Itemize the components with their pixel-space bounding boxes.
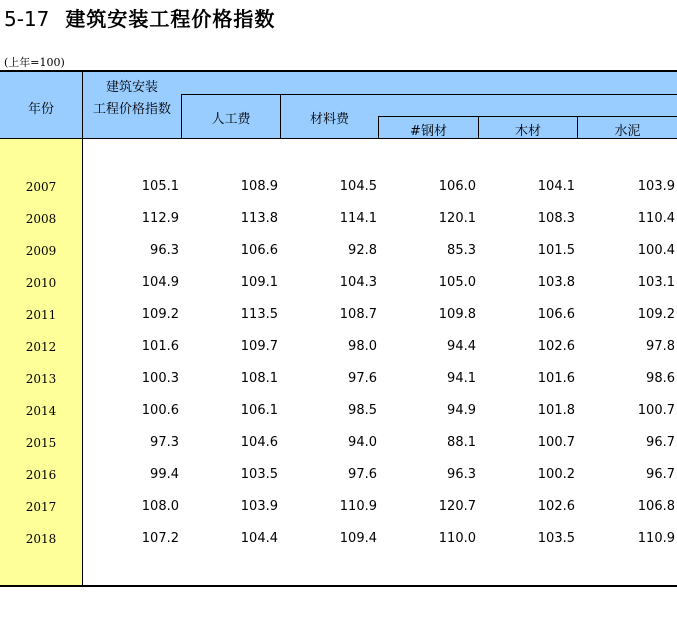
value-cell: 96.7	[646, 467, 675, 482]
value-cell: 106.6	[240, 243, 278, 258]
value-cell: 103.1	[637, 275, 675, 290]
value-cell: 110.0	[438, 531, 476, 546]
value-cell: 101.6	[537, 371, 575, 386]
value-cell: 100.7	[537, 435, 575, 450]
header-cement: 水泥	[614, 124, 641, 139]
value-cell: 109.4	[339, 531, 377, 546]
value-cell: 98.5	[348, 403, 377, 418]
value-cell: 100.2	[537, 467, 575, 482]
header-divider	[181, 94, 677, 95]
value-cell: 99.4	[150, 467, 179, 482]
value-cell: 108.3	[537, 211, 575, 226]
value-cell: 101.5	[537, 243, 575, 258]
value-cell: 96.3	[447, 467, 476, 482]
table-number: 5-17	[4, 7, 50, 31]
year-cell: 2015	[25, 436, 57, 450]
value-cell: 104.3	[339, 275, 377, 290]
value-cell: 97.6	[348, 467, 377, 482]
year-cell: 2018	[25, 532, 57, 546]
value-cell: 106.8	[637, 499, 675, 514]
value-cell: 103.8	[537, 275, 575, 290]
value-cell: 104.4	[240, 531, 278, 546]
year-cell: 2011	[25, 308, 57, 322]
table-title	[4, 4, 275, 34]
value-cell: 96.3	[150, 243, 179, 258]
header-labor-cost: 人工费	[211, 112, 251, 127]
value-cell: 98.6	[646, 371, 675, 386]
value-cell: 92.8	[348, 243, 377, 258]
value-cell: 106.1	[240, 403, 278, 418]
header-price-index-line1: 建筑安装	[105, 80, 158, 95]
year-cell: 2016	[25, 468, 57, 482]
value-cell: 98.0	[348, 339, 377, 354]
value-cell: 109.1	[240, 275, 278, 290]
value-cell: 104.9	[141, 275, 179, 290]
value-cell: 94.0	[348, 435, 377, 450]
table-bottom-rule	[0, 585, 677, 587]
value-cell: 120.1	[438, 211, 476, 226]
year-cell: 2012	[25, 340, 57, 354]
value-cell: 97.8	[646, 339, 675, 354]
value-cell: 105.1	[141, 179, 179, 194]
value-cell: 100.4	[637, 243, 675, 258]
header-steel: #钢材	[410, 124, 447, 139]
value-cell: 104.6	[240, 435, 278, 450]
value-cell: 113.8	[240, 211, 278, 226]
value-cell: 100.6	[141, 403, 179, 418]
year-cell: 2013	[25, 372, 57, 386]
table-title-text: 建筑安装工程价格指数	[65, 7, 276, 31]
value-cell: 112.9	[141, 211, 179, 226]
header-price-index-line2: 工程价格指数	[92, 102, 171, 117]
value-cell: 103.9	[240, 499, 278, 514]
header-wood: 木材	[514, 124, 541, 139]
value-cell: 108.1	[240, 371, 278, 386]
value-cell: 110.9	[339, 499, 377, 514]
value-cell: 106.0	[438, 179, 476, 194]
header-material-cost: 材料费	[309, 112, 349, 127]
header-divider	[378, 116, 677, 117]
value-cell: 97.3	[150, 435, 179, 450]
value-cell: 110.9	[637, 531, 675, 546]
value-cell: 103.5	[240, 467, 278, 482]
value-cell: 96.7	[646, 435, 675, 450]
value-cell: 103.9	[637, 179, 675, 194]
value-cell: 108.9	[240, 179, 278, 194]
value-cell: 103.5	[537, 531, 575, 546]
value-cell: 109.2	[637, 307, 675, 322]
value-cell: 113.5	[240, 307, 278, 322]
value-cell: 85.3	[447, 243, 476, 258]
year-cell: 2008	[25, 212, 57, 226]
year-cell: 2007	[25, 180, 57, 194]
year-cell: 2009	[25, 244, 57, 258]
value-cell: 105.0	[438, 275, 476, 290]
value-cell: 106.6	[537, 307, 575, 322]
value-cell: 114.1	[339, 211, 377, 226]
value-cell: 120.7	[438, 499, 476, 514]
value-cell: 102.6	[537, 499, 575, 514]
value-cell: 94.4	[447, 339, 476, 354]
value-cell: 104.1	[537, 179, 575, 194]
value-cell: 100.3	[141, 371, 179, 386]
value-cell: 108.7	[339, 307, 377, 322]
year-column-divider	[82, 71, 83, 586]
value-cell: 104.5	[339, 179, 377, 194]
value-cell: 88.1	[447, 435, 476, 450]
value-cell: 109.7	[240, 339, 278, 354]
value-cell: 94.1	[447, 371, 476, 386]
unit-note: (上年=100)	[4, 56, 65, 69]
value-cell: 107.2	[141, 531, 179, 546]
value-cell: 101.6	[141, 339, 179, 354]
value-cell: 101.8	[537, 403, 575, 418]
value-cell: 100.7	[637, 403, 675, 418]
header-year: 年份	[27, 102, 54, 117]
header-top-rule	[0, 70, 677, 72]
year-cell: 2017	[25, 500, 57, 514]
value-cell: 109.8	[438, 307, 476, 322]
value-cell: 110.4	[637, 211, 675, 226]
value-cell: 94.9	[447, 403, 476, 418]
value-cell: 102.6	[537, 339, 575, 354]
value-cell: 109.2	[141, 307, 179, 322]
value-cell: 108.0	[141, 499, 179, 514]
year-cell: 2014	[25, 404, 57, 418]
value-cell: 97.6	[348, 371, 377, 386]
year-cell: 2010	[25, 276, 57, 290]
